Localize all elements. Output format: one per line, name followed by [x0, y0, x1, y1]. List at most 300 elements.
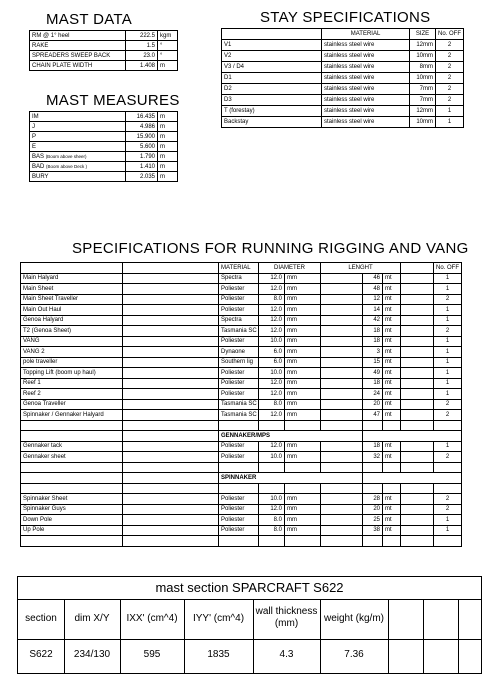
table-row — [21, 326, 462, 337]
mast-measures-table — [29, 111, 178, 182]
table-row — [30, 132, 178, 142]
table-section-row — [21, 473, 462, 484]
stay-size: 10mm — [410, 51, 436, 62]
stay-material: stainless steel wire — [322, 51, 410, 62]
rig-empty — [123, 504, 219, 515]
rig-length: 18 — [363, 326, 383, 337]
rigging-body — [21, 263, 462, 547]
rig-material: Poliester — [219, 441, 259, 452]
rig-diameter: 8.0 — [259, 399, 285, 410]
rig-qty: 1 — [434, 315, 462, 326]
row-label — [30, 152, 126, 162]
rig-diameter: 8.0 — [259, 515, 285, 526]
rig-length: 12 — [363, 294, 383, 305]
rig-empty — [401, 284, 434, 295]
mast-section-header: dim X/Y — [74, 613, 110, 624]
rig-diameter-unit: mm — [285, 315, 321, 326]
rig-qty: 2 — [434, 452, 462, 463]
table-row — [21, 494, 462, 505]
rigging-table — [20, 262, 462, 547]
rig-length-unit: mt — [383, 441, 401, 452]
table-row — [21, 399, 462, 410]
table-row — [30, 61, 178, 71]
rig-qty: 1 — [434, 515, 462, 526]
row-unit: m — [158, 112, 178, 122]
rig-length-unit: mt — [383, 378, 401, 389]
table-row — [222, 106, 464, 117]
stay-material: stainless steel wire — [322, 84, 410, 95]
row-value: 2.035 — [126, 172, 158, 182]
rig-empty — [383, 462, 401, 473]
rig-material: Tasmania SC — [219, 410, 259, 421]
rig-diameter: 12.0 — [259, 305, 285, 316]
table-row — [21, 315, 462, 326]
rig-material: Poliester — [219, 515, 259, 526]
rig-diameter-unit: mm — [285, 357, 321, 368]
header-empty — [21, 263, 123, 274]
rig-empty — [401, 378, 434, 389]
rig-empty — [401, 410, 434, 421]
rig-qty: 2 — [434, 326, 462, 337]
rig-length-unit: mt — [383, 326, 401, 337]
header-empty — [123, 263, 219, 274]
mast-section-divider — [18, 639, 481, 640]
rig-empty — [321, 389, 363, 400]
mast-data-table — [29, 30, 178, 71]
rig-empty — [123, 420, 219, 431]
header-empty — [222, 29, 322, 40]
rig-qty: 1 — [434, 357, 462, 368]
rig-empty — [434, 420, 462, 431]
rig-diameter-unit: mm — [285, 494, 321, 505]
rig-qty: 2 — [434, 410, 462, 421]
rig-empty — [123, 273, 219, 284]
rig-empty — [383, 483, 401, 494]
table-row — [21, 504, 462, 515]
rig-material: Tasmania SC — [219, 326, 259, 337]
rig-length-unit: mt — [383, 315, 401, 326]
table-row — [21, 389, 462, 400]
rig-qty: 1 — [434, 378, 462, 389]
table-row-blank — [21, 536, 462, 547]
rig-material: Poliester — [219, 389, 259, 400]
rig-length: 38 — [363, 525, 383, 536]
row-unit: m — [158, 172, 178, 182]
stay-size: 12mm — [410, 106, 436, 117]
stay-name: V2 — [222, 51, 322, 62]
rig-empty — [401, 336, 434, 347]
rig-material: Poliester — [219, 504, 259, 515]
rig-empty — [434, 462, 462, 473]
rig-empty — [363, 420, 383, 431]
rig-name: Reef 1 — [21, 378, 123, 389]
rig-diameter-unit: mm — [285, 284, 321, 295]
rig-empty — [123, 525, 219, 536]
rig-name: Gennaker sheet — [21, 452, 123, 463]
rig-name: Main Halyard — [21, 273, 123, 284]
stay-table — [221, 28, 464, 128]
mast-measures-body — [30, 112, 178, 182]
rig-diameter-unit: mm — [285, 347, 321, 358]
rig-empty — [401, 452, 434, 463]
rig-material: Poliester — [219, 294, 259, 305]
rig-empty — [321, 273, 363, 284]
rig-material: Poliester — [219, 336, 259, 347]
stay-material: stainless steel wire — [322, 62, 410, 73]
rig-empty — [123, 452, 219, 463]
rig-name: Main Out Haul — [21, 305, 123, 316]
rig-material: Poliester — [219, 284, 259, 295]
rig-empty — [123, 336, 219, 347]
row-unit: m — [158, 142, 178, 152]
mast-section-value: 1835 — [207, 649, 230, 660]
rig-diameter-unit: mm — [285, 305, 321, 316]
rig-name: Main Sheet — [21, 284, 123, 295]
rig-name: Down Pole — [21, 515, 123, 526]
rig-empty — [21, 462, 123, 473]
rig-empty — [363, 483, 383, 494]
rig-material: Tasmania SC — [219, 399, 259, 410]
row-label: SPREADERS SWEEP BACK — [30, 51, 126, 61]
rig-diameter-unit: mm — [285, 504, 321, 515]
rig-empty — [259, 483, 285, 494]
table-row — [30, 172, 178, 182]
table-row — [21, 441, 462, 452]
rig-diameter: 12.0 — [259, 504, 285, 515]
mast-section-column-line — [320, 599, 321, 673]
rig-length-unit: mt — [383, 305, 401, 316]
rig-qty: 1 — [434, 347, 462, 358]
rig-empty — [123, 389, 219, 400]
row-label-text: P — [32, 133, 37, 140]
rig-empty — [401, 515, 434, 526]
rig-empty — [401, 525, 434, 536]
rig-material: Poliester — [219, 368, 259, 379]
mast-section-header: weight (kg/m) — [323, 613, 384, 624]
rigging-title: SPECIFICATIONS FOR RUNNING RIGGING AND VANG — [72, 240, 469, 257]
stay-size: 7mm — [410, 84, 436, 95]
section-label: GENNAKER/MPS — [219, 431, 363, 442]
rig-qty: 1 — [434, 389, 462, 400]
rig-empty — [321, 452, 363, 463]
stay-qty: 2 — [436, 84, 464, 95]
rig-material: Spectra — [219, 315, 259, 326]
table-row — [222, 73, 464, 84]
rig-name: Spinnaker Guys — [21, 504, 123, 515]
rig-empty — [123, 410, 219, 421]
row-label — [30, 162, 126, 172]
rig-empty — [321, 462, 363, 473]
rig-length: 28 — [363, 494, 383, 505]
rig-length-unit: mt — [383, 284, 401, 295]
mast-section-value: 595 — [143, 649, 161, 660]
rig-length: 14 — [363, 305, 383, 316]
rig-length: 32 — [363, 452, 383, 463]
row-label — [30, 132, 126, 142]
rig-empty — [383, 536, 401, 547]
rig-empty — [321, 410, 363, 421]
row-label-text: BAD — [32, 163, 45, 170]
rig-length: 49 — [363, 368, 383, 379]
header-size: SIZE — [410, 29, 436, 40]
rig-length-unit: mt — [383, 399, 401, 410]
rig-empty — [321, 315, 363, 326]
table-row — [222, 84, 464, 95]
rig-empty — [123, 431, 219, 442]
rig-qty: 2 — [434, 399, 462, 410]
table-row — [222, 62, 464, 73]
table-row — [30, 112, 178, 122]
stay-qty: 2 — [436, 40, 464, 51]
mast-section-column-line — [423, 599, 424, 673]
table-header-row — [222, 29, 464, 40]
rig-qty: 1 — [434, 368, 462, 379]
table-row-blank — [21, 462, 462, 473]
stay-name: D1 — [222, 73, 322, 84]
rig-diameter: 12.0 — [259, 273, 285, 284]
rig-length-unit: mt — [383, 336, 401, 347]
table-row — [30, 51, 178, 61]
rig-empty — [321, 326, 363, 337]
stay-qty: 1 — [436, 106, 464, 117]
rig-length: 42 — [363, 315, 383, 326]
table-row — [21, 347, 462, 358]
stay-material: stainless steel wire — [322, 95, 410, 106]
mast-section-header: section — [25, 613, 57, 624]
row-value: 5.600 — [126, 142, 158, 152]
rig-diameter: 10.0 — [259, 494, 285, 505]
table-row — [222, 95, 464, 106]
rig-empty — [321, 305, 363, 316]
row-value: 16.435 — [126, 112, 158, 122]
rig-length: 20 — [363, 399, 383, 410]
rig-length: 46 — [363, 273, 383, 284]
rig-empty — [21, 473, 123, 484]
row-label — [30, 122, 126, 132]
rig-empty — [123, 515, 219, 526]
rig-material: Poliester — [219, 305, 259, 316]
rig-empty — [259, 536, 285, 547]
table-header-row — [21, 263, 462, 274]
rig-length-unit: mt — [383, 347, 401, 358]
rig-length: 24 — [363, 389, 383, 400]
rig-diameter-unit: mm — [285, 273, 321, 284]
rig-empty — [401, 357, 434, 368]
mast-section-value: S622 — [29, 649, 53, 660]
row-label — [30, 172, 126, 182]
mast-section-column-line — [120, 599, 121, 673]
rig-name: VANG — [21, 336, 123, 347]
row-value: 1.5 — [126, 41, 158, 51]
rig-length-unit: mt — [383, 525, 401, 536]
rig-diameter-unit: mm — [285, 294, 321, 305]
rig-qty: 1 — [434, 284, 462, 295]
rig-empty — [123, 462, 219, 473]
rig-material: Poliester — [219, 525, 259, 536]
mast-section-value: 4.3 — [279, 649, 294, 660]
rig-empty — [363, 536, 383, 547]
rig-empty — [219, 420, 259, 431]
table-section-row — [21, 431, 462, 442]
table-row — [222, 51, 464, 62]
rig-empty — [259, 420, 285, 431]
row-label-text: E — [32, 143, 37, 150]
rig-qty: 1 — [434, 273, 462, 284]
rig-empty — [123, 483, 219, 494]
mast-section-header: IYY' (cm^4) — [192, 613, 245, 624]
row-unit: m — [158, 162, 178, 172]
rig-empty — [285, 462, 321, 473]
rig-empty — [219, 462, 259, 473]
mast-section-header: wall thickness (mm) — [255, 606, 318, 629]
stay-name: D3 — [222, 95, 322, 106]
row-unit: m — [158, 61, 178, 71]
rig-length: 18 — [363, 336, 383, 347]
rig-length: 25 — [363, 515, 383, 526]
stay-qty: 2 — [436, 62, 464, 73]
table-row — [30, 152, 178, 162]
header-qty: No. OFF — [434, 263, 462, 274]
rig-material: Spectra — [219, 273, 259, 284]
rig-empty — [401, 420, 434, 431]
rig-empty — [321, 378, 363, 389]
row-label-note: (Boom above sheer) — [45, 153, 87, 159]
rig-empty — [321, 515, 363, 526]
rig-empty — [401, 483, 434, 494]
rig-qty: 1 — [434, 305, 462, 316]
rig-diameter-unit: mm — [285, 378, 321, 389]
table-row-blank — [21, 420, 462, 431]
stay-size: 10mm — [410, 117, 436, 128]
rig-empty — [123, 315, 219, 326]
row-unit: m — [158, 122, 178, 132]
mast-section-column-line — [388, 599, 389, 673]
rig-empty — [401, 441, 434, 452]
rig-empty — [401, 536, 434, 547]
rig-name: pole traveller — [21, 357, 123, 368]
rig-diameter: 6.0 — [259, 357, 285, 368]
rig-diameter-unit: mm — [285, 410, 321, 421]
mast-section-value: 234/130 — [73, 649, 111, 660]
header-material: MATERIAL — [322, 29, 410, 40]
mast-section-column-line — [64, 599, 65, 673]
rig-empty — [123, 368, 219, 379]
rig-diameter-unit: mm — [285, 326, 321, 337]
stay-name: V3 / D4 — [222, 62, 322, 73]
row-value: 15.900 — [126, 132, 158, 142]
rig-diameter: 8.0 — [259, 525, 285, 536]
rig-length-unit: mt — [383, 368, 401, 379]
rig-empty — [321, 368, 363, 379]
stay-material: stainless steel wire — [322, 106, 410, 117]
table-row — [21, 525, 462, 536]
rig-empty — [285, 536, 321, 547]
rig-empty — [259, 462, 285, 473]
row-value: 23.0 — [126, 51, 158, 61]
stay-name: Backstay — [222, 117, 322, 128]
rig-diameter-unit: mm — [285, 368, 321, 379]
table-row — [30, 162, 178, 172]
rig-empty — [401, 399, 434, 410]
rig-empty — [321, 294, 363, 305]
rig-empty — [363, 462, 383, 473]
header-material: MATERIAL — [219, 263, 259, 274]
rig-name: Genoa Traveller — [21, 399, 123, 410]
rig-empty — [321, 357, 363, 368]
table-row — [21, 273, 462, 284]
row-label: RAKE — [30, 41, 126, 51]
stay-name: D2 — [222, 84, 322, 95]
rig-diameter: 12.0 — [259, 284, 285, 295]
rig-diameter-unit: mm — [285, 399, 321, 410]
rig-length: 18 — [363, 441, 383, 452]
rig-diameter: 10.0 — [259, 336, 285, 347]
row-label: RM @ 1° heel — [30, 31, 126, 41]
table-row — [21, 452, 462, 463]
rig-empty — [123, 294, 219, 305]
rig-material: Southern lig — [219, 357, 259, 368]
rig-name: Reef 2 — [21, 389, 123, 400]
row-label — [30, 142, 126, 152]
rig-length-unit: mt — [383, 515, 401, 526]
rig-empty — [321, 504, 363, 515]
rig-diameter: 10.0 — [259, 452, 285, 463]
rig-length-unit: mt — [383, 357, 401, 368]
row-label-text: BURY — [32, 173, 49, 180]
rig-name: Spinnaker Sheet — [21, 494, 123, 505]
rig-diameter: 10.0 — [259, 368, 285, 379]
rig-empty — [401, 347, 434, 358]
row-value: 1.410 — [126, 162, 158, 172]
rig-diameter: 12.0 — [259, 315, 285, 326]
stay-size: 12mm — [410, 40, 436, 51]
rig-empty — [363, 473, 462, 484]
stay-name: V1 — [222, 40, 322, 51]
rig-empty — [321, 284, 363, 295]
rig-empty — [401, 326, 434, 337]
rig-empty — [123, 326, 219, 337]
rig-diameter: 6.0 — [259, 347, 285, 358]
rig-empty — [21, 536, 123, 547]
rig-diameter: 12.0 — [259, 326, 285, 337]
rig-length: 15 — [363, 357, 383, 368]
rig-empty — [434, 536, 462, 547]
row-unit: m — [158, 152, 178, 162]
table-row — [21, 294, 462, 305]
stay-size: 10mm — [410, 73, 436, 84]
rig-name: Main Sheet Traveller — [21, 294, 123, 305]
table-row — [30, 41, 178, 51]
rig-material: Dynaone — [219, 347, 259, 358]
row-label-text: J — [32, 123, 35, 130]
rig-empty — [123, 378, 219, 389]
row-value: 1.408 — [126, 61, 158, 71]
rig-empty — [21, 483, 123, 494]
stay-name: T (forestay) — [222, 106, 322, 117]
rig-diameter-unit: mm — [285, 515, 321, 526]
header-qty: No. OFF — [436, 29, 464, 40]
stay-qty: 2 — [436, 51, 464, 62]
rig-empty — [321, 525, 363, 536]
row-label-text: BAS — [32, 153, 45, 160]
rig-diameter: 12.0 — [259, 441, 285, 452]
rig-empty — [321, 399, 363, 410]
rig-empty — [401, 273, 434, 284]
table-row — [21, 378, 462, 389]
rig-empty — [21, 431, 123, 442]
rig-length-unit: mt — [383, 410, 401, 421]
stay-material: stainless steel wire — [322, 117, 410, 128]
